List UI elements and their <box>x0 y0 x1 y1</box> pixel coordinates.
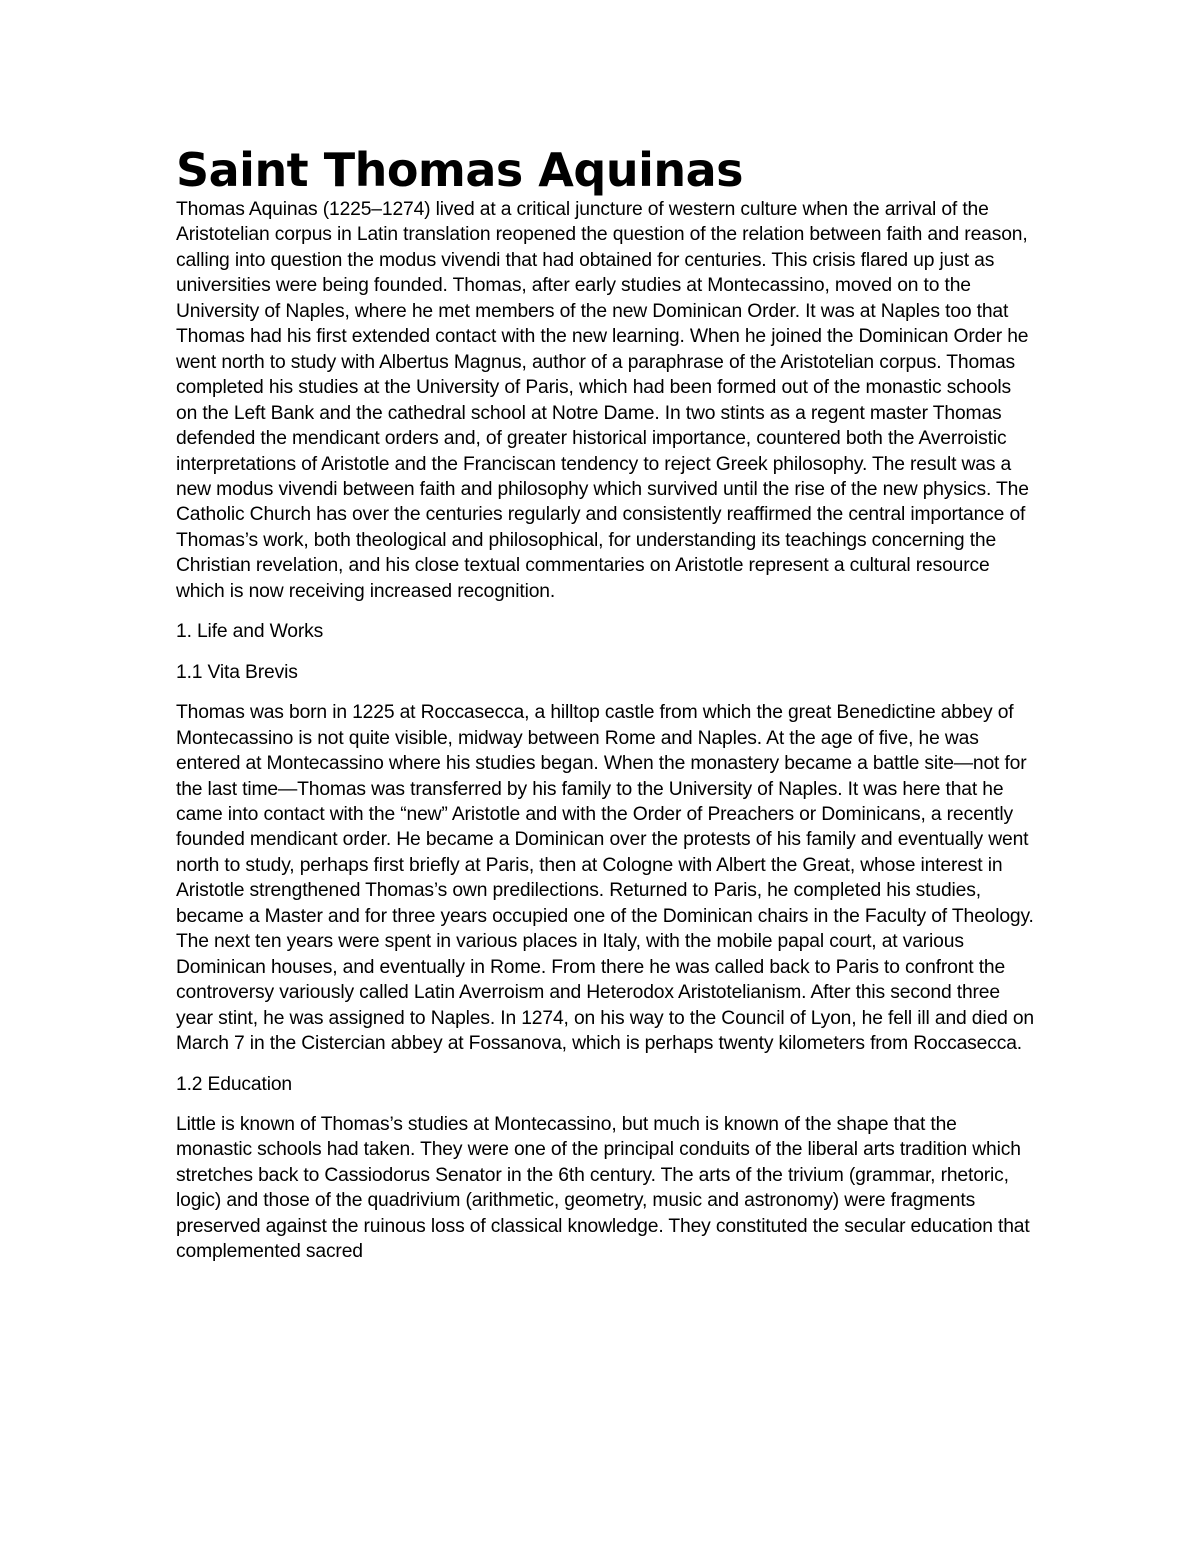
subsection-heading-education: 1.2 Education <box>176 1073 292 1095</box>
education-paragraph: Little is known of Thomas’s studies at Montecassino, but much is known of the shape that the monastic schools had taken. They were one of the principal conduits of the liberal arts tradition which stretches back to Cassiodorus Senator in the 6th century. The arts of the trivium (grammar, rhetoric, logic) and those of the quadrivium (arithmetic, geometry, music and astronomy) were fragments preserved against the ruinous loss of classical knowledge. They constituted the secular education that complemented sacred <box>176 1113 1030 1263</box>
document-title: Saint Thomas Aquinas <box>176 143 743 197</box>
intro-paragraph: Thomas Aquinas (1225–1274) lived at a critical juncture of western culture when the arrival of the Aristotelian corpus in Latin translation reopened the question of the relation between faith and reason, calling into question the modus vivendi that had obtained for centuries. This crisis flared up just as universities were being founded. Thomas, after early studies at Montecassino, moved on to the University of Naples, where he met members of the new Dominican Order. It was at Naples too that Thomas had his first extended contact with the new learning. When he joined the Dominican Order he went north to study with Albertus Magnus, author of a paraphrase of the Aristotelian corpus. Thomas completed his studies at the University of Paris, which had been formed out of the monastic schools on the Left Bank and the cathedral school at Notre Dame. In two stints as a regent master Thomas defended the mendicant orders and, of greater historical importance, countered both the Averroistic interpretations of Aristotle and the Franciscan tendency to reject Greek philosophy. The result was a new modus vivendi between faith and philosophy which survived until the rise of the new physics. The Catholic Church has over the centuries regularly and consistently reaffirmed the central importance of Thomas’s work, both theological and philosophical, for understanding its teachings concerning the Christian revelation, and his close textual commentaries on Aristotle represent a cultural resource which is now receiving increased recognition. <box>176 199 1029 602</box>
section-heading-life-and-works: 1. Life and Works <box>176 621 324 643</box>
subsection-heading-vita-brevis: 1.1 Vita Brevis <box>176 661 298 683</box>
document-body <box>176 143 1036 1265</box>
vita-brevis-paragraph: Thomas was born in 1225 at Roccasecca, a hilltop castle from which the great Benedictine abbey of Montecassino is not quite visible, midway between Rome and Naples. At the age of five, he was entered at Montecassino where his studies began. When the monastery became a battle site—not for the last time—Thomas was transferred by his family to the University of Naples. It was here that he came into contact with the “new” Aristotle and with the Order of Preachers or Dominicans, a recently founded mendicant order. He became a Dominican over the protests of his family and eventually went north to study, perhaps first briefly at Paris, then at Cologne with Albert the Great, whose interest in Aristotle strengthened Thomas’s own predilections. Returned to Paris, he completed his studies, became a Master and for three years occupied one of the Dominican chairs in the Faculty of Theology. The next ten years were spent in various places in Italy, with the mobile papal court, at various Dominican houses, and eventually in Rome. From there he was called back to Paris to confront the controversy variously called Latin Averroism and Heterodox Aristotelianism. After this second three year stint, he was assigned to Naples. In 1274, on his way to the Council of Lyon, he fell ill and died on March 7 in the Cistercian abbey at Fossanova, which is perhaps twenty kilometers from Roccasecca. <box>176 702 1034 1055</box>
